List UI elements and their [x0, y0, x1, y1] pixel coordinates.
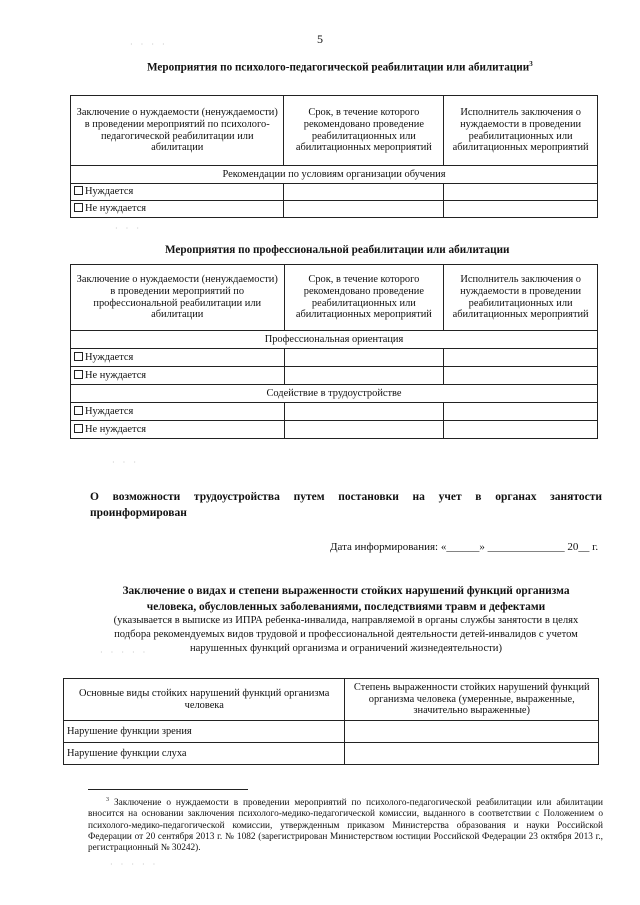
employment-notice: О возможности трудоустройства путем постановки на учет в органах занятости проинформирован [90, 491, 602, 519]
col-header-executor: Исполнитель заключения о нуждаемости в проведении реабилитационных или абилитационных мероприятий [444, 96, 598, 166]
checkbox-icon[interactable] [74, 406, 83, 415]
footnote-divider [88, 789, 248, 790]
col-header-impairment-type: Основные виды стойких нарушений функций организма человека [64, 679, 345, 721]
col-header-term: Срок, в течение которого рекомендовано проведение реабилитационных или абилитационных мероприятий [284, 265, 444, 331]
checkbox-icon[interactable] [74, 186, 83, 195]
table-row [71, 421, 598, 439]
col-header-executor: Исполнитель заключения о нуждаемости в проведении реабилитационных или абилитационных мероприятий [444, 265, 598, 331]
subheader-career-guidance: Профессиональная ориентация [71, 331, 598, 349]
severity-cell[interactable] [345, 743, 599, 765]
term-cell [284, 403, 444, 421]
option-needs[interactable]: Нуждается [71, 403, 285, 421]
subheader-learning-conditions: Рекомендации по условиям организации обучения [71, 166, 598, 184]
executor-cell [444, 421, 598, 439]
option-not-needs[interactable]: Не нуждается [71, 421, 285, 439]
scan-noise: · · · · · [110, 860, 159, 869]
col-header-severity: Степень выраженности стойких нарушений функций организма человека (умеренные, выраженные, значительно выраженные) [345, 679, 599, 721]
checkbox-icon[interactable] [74, 203, 83, 212]
footnote: $^3$ Заключение о нуждаемости в проведении мероприятий по психолого-педагогической реабилитации или абилитации вносится на основании заключения психолого-медико-педагогической комиссии, выданного в соответствии с Положением о психолого-медико-педагогической комиссии, утвержденным приказом Министерства образования и науки Российской Федерации от 20 сентября 2013 г. № 1082 (зарегистрирован Министерством юстиции Российской Федерации 23 октября 2013 г., регистрационный № 30242). [88, 797, 603, 854]
table-row [71, 349, 598, 367]
term-cell [284, 367, 444, 385]
table-row [64, 743, 599, 765]
scan-noise: · · · · [130, 40, 168, 49]
table-row [71, 201, 598, 218]
checkbox-icon[interactable] [74, 424, 83, 433]
term-cell [284, 421, 444, 439]
section3-title: Заключение о видах и степени выраженности стойких нарушений функций организма человека, обусловленных заболеваниями, последствиями травм и дефектами [122, 585, 570, 613]
checkbox-icon[interactable] [74, 352, 83, 361]
executor-cell [444, 201, 598, 218]
impairment-hearing: Нарушение функции слуха [64, 743, 345, 765]
option-needs[interactable]: Нуждается [71, 349, 285, 367]
impairments-table [63, 678, 599, 765]
col-header-need: Заключение о нуждаемости (ненуждаемости) в проведении мероприятий по профессиональной реабилитации или абилитации [71, 265, 285, 331]
table-row [64, 721, 599, 743]
col-header-term: Срок, в течение которого рекомендовано проведение реабилитационных или абилитационных мероприятий [284, 96, 444, 166]
executor-cell [444, 403, 598, 421]
page-number: 5 [317, 32, 323, 46]
option-not-needs[interactable]: Не нуждается [71, 367, 285, 385]
option-not-needs[interactable]: Не нуждается [71, 201, 284, 218]
impairment-vision: Нарушение функции зрения [64, 721, 345, 743]
scan-noise: · · · · · [100, 648, 149, 657]
table-row [71, 367, 598, 385]
executor-cell [444, 367, 598, 385]
table-row [71, 403, 598, 421]
executor-cell [444, 184, 598, 201]
option-needs[interactable]: Нуждается [71, 184, 284, 201]
checkbox-icon[interactable] [74, 370, 83, 379]
term-cell [284, 201, 444, 218]
psych-ped-rehab-table [70, 95, 598, 218]
term-cell [284, 184, 444, 201]
section1-title: Мероприятия по психолого-педагогической реабилитации или абилитации$^3$ [147, 60, 533, 74]
scan-noise: · · · [112, 458, 139, 467]
severity-cell[interactable] [345, 721, 599, 743]
executor-cell [444, 349, 598, 367]
scan-noise: · · · [115, 224, 142, 233]
section2-title: Мероприятия по профессиональной реабилитации или абилитации [165, 244, 510, 256]
informing-date[interactable]: Дата информирования: «______» ______________ 20__ г. [330, 541, 599, 553]
subheader-employment-assistance: Содействие в трудоустройстве [71, 385, 598, 403]
col-header-need: Заключение о нуждаемости (ненуждаемости) в проведении мероприятий по психолого-педагогической реабилитации или абилитации [71, 96, 284, 166]
table-row [71, 184, 598, 201]
section3-note: (указывается в выписке из ИПРА ребенка-инвалида, направляемой в органы службы занятости в целях подбора рекомендуемых видов трудовой и профессиональной деятельности детей-инвалидов с учетом нарушенных функций организма и ограничений жизнедеятельности) [113, 615, 579, 654]
professional-rehab-table [70, 264, 598, 439]
term-cell [284, 349, 444, 367]
